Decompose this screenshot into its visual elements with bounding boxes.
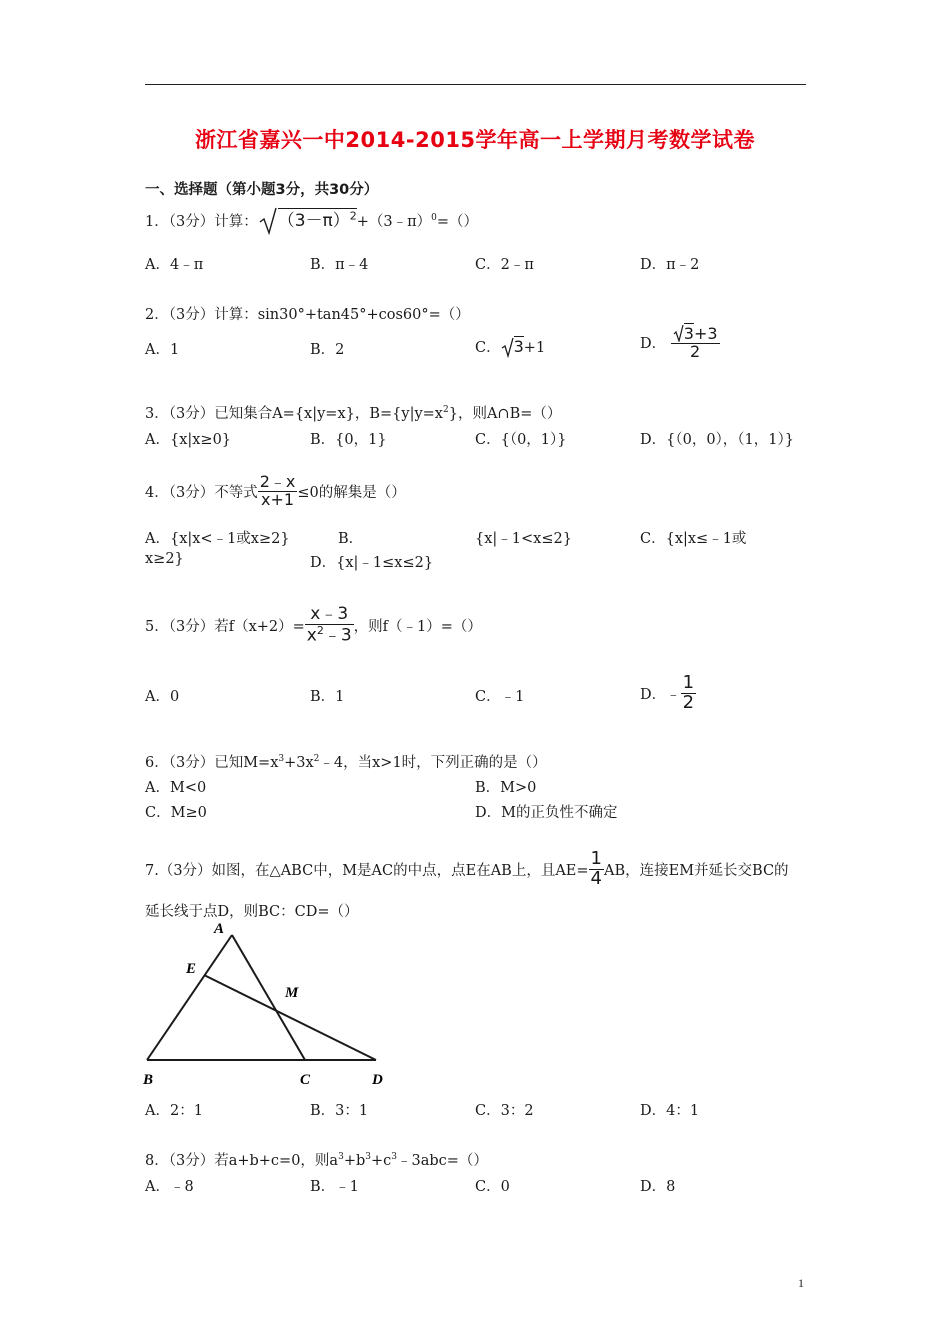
q2-d-num-tail: +3 <box>693 324 718 343</box>
q4-option-a: A．{x|x<﹣1或x≥2} <box>145 531 290 547</box>
q8-option-a: A．﹣8 <box>145 1179 194 1195</box>
q1-option-d: D．π﹣2 <box>640 257 700 273</box>
q5-option-d-label: D．﹣ <box>640 686 681 703</box>
q4-option-c-continued: x≥2} <box>145 551 184 567</box>
q5-prefix: 5．（3分）若f（x+2）= <box>145 619 305 636</box>
q4-numerator: 2﹣x <box>259 472 296 491</box>
q2-option-d-numerator <box>671 324 720 344</box>
q1-option-b: B．π﹣4 <box>310 257 369 273</box>
q3-text-b: }，则A∩B=（） <box>448 406 562 422</box>
label-d: D <box>372 1072 383 1088</box>
q7-option-b: B．3：1 <box>310 1103 369 1119</box>
q2-option-a: A．1 <box>145 342 180 358</box>
q1-prefix: 1．（3分）计算： <box>145 214 258 230</box>
q8-option-d: D．8 <box>640 1179 676 1195</box>
q4-suffix: ≤0的解集是（） <box>297 484 406 501</box>
q2-option-d-denominator: 2 <box>690 341 701 361</box>
q8-exp1: 3 <box>338 1152 344 1163</box>
q3-option-b: B．{0，1} <box>310 432 387 448</box>
page-number: 1 <box>798 1276 804 1290</box>
q1-end: =（） <box>436 214 479 230</box>
q6-option-d: D．M的正负性不确定 <box>475 805 618 821</box>
q5-option-d <box>640 674 696 713</box>
q4-denominator: x+1 <box>261 489 295 509</box>
q7-option-d: D．4：1 <box>640 1103 700 1119</box>
q1-option-c: C．2﹣π <box>475 257 534 273</box>
q2-option-c-label: C． <box>475 340 501 356</box>
q7-text-a: 7.（3分）如图，在△ABC中，M是AC的中点，点E在AB上，且AE= <box>145 862 589 879</box>
q5-den-b: ﹣3 <box>323 625 352 646</box>
q4-fraction <box>258 474 298 509</box>
q2-option-c <box>475 336 545 358</box>
q8-text-b: +b <box>343 1153 366 1169</box>
page-title: 浙江省嘉兴一中2014-2015学年高一上学期月考数学试卷 <box>194 128 756 152</box>
q2-option-d-fraction <box>671 324 720 361</box>
header-rule <box>145 84 806 85</box>
q2-option-b: B．2 <box>310 342 345 358</box>
q4-option-b-label: B． <box>338 531 364 547</box>
q5-den-a: x <box>306 625 317 646</box>
q5-d-numerator: 1 <box>682 672 695 693</box>
q4-option-b-value: {x|﹣1<x≤2} <box>475 531 572 547</box>
sqrt-sign-icon <box>501 336 514 358</box>
q5-d-denominator: 2 <box>682 691 695 713</box>
q5-option-d-fraction <box>681 674 696 713</box>
q2-option-d <box>640 324 720 361</box>
q1-suffix: +（3﹣π） <box>356 214 432 230</box>
q6-option-b: B．M>0 <box>475 780 537 796</box>
q1-option-a: A．4﹣π <box>145 257 204 273</box>
q5-suffix: ，则f（﹣1）=（） <box>353 619 482 636</box>
q7-numerator: 1 <box>590 848 602 869</box>
q7-denominator: 4 <box>590 867 602 889</box>
q8-exp3: 3 <box>391 1152 397 1163</box>
q5-den-exp: 2 <box>316 623 324 637</box>
question-8 <box>145 1149 488 1170</box>
sqrt-sign-icon <box>258 206 278 236</box>
q2-option-c-tail: +1 <box>523 340 546 356</box>
q7-text-b: AB，连接EM并延长交BC的 <box>603 862 789 879</box>
q6-option-a: A．M<0 <box>145 780 207 796</box>
line-ba <box>147 935 232 1060</box>
q6-text-a: 6．（3分）已知M=x <box>145 755 279 771</box>
q4-option-d: D．{x|﹣1≤x≤2} <box>310 555 434 571</box>
question-3 <box>145 402 561 423</box>
q7-option-c: C．3：2 <box>475 1103 534 1119</box>
q5-numerator: x﹣3 <box>305 606 354 625</box>
q3-option-d: D．{（0，0），（1，1）} <box>640 432 794 448</box>
q2-option-c-radicand: 3 <box>513 337 524 356</box>
q5-option-b: B．1 <box>310 689 345 705</box>
q1-radicand-text: （3－π） <box>277 211 350 231</box>
q8-exp2: 3 <box>365 1152 371 1163</box>
question-5 <box>145 606 482 645</box>
q1-radicand-exp: 2 <box>349 209 357 223</box>
q1-radicand <box>278 208 357 231</box>
q8-text-d: ﹣3abc=（） <box>397 1153 488 1169</box>
q8-text-a: 8．（3分）若a+b+c=0，则a <box>145 1153 339 1169</box>
q6-text-c: ﹣4，当x>1时，下列正确的是（） <box>319 755 547 771</box>
sqrt-sign-icon <box>673 324 684 342</box>
q6-option-c: C．M≥0 <box>145 805 207 821</box>
q7-fraction <box>589 850 604 889</box>
q8-text-c: +c <box>370 1153 392 1169</box>
q2-option-d-label: D． <box>640 335 667 352</box>
question-1 <box>145 206 478 236</box>
q5-denominator <box>305 625 354 646</box>
q6-exp2: 2 <box>313 754 320 765</box>
question-2: 2．（3分）计算：sin30°+tan45°+cos60°=（） <box>145 307 470 323</box>
triangle-figure <box>138 918 398 1090</box>
q1-suffix-exp: 0 <box>431 213 437 224</box>
q8-option-c: C．0 <box>475 1179 510 1195</box>
label-c: C <box>300 1072 311 1088</box>
question-7-line2: 延长线于点D，则BC：CD=（） <box>145 904 359 920</box>
q7-option-a: A．2：1 <box>145 1103 203 1119</box>
q3-option-a: A．{x|x≥0} <box>145 432 232 448</box>
q4-option-c: C．{x|x≤﹣1或 <box>640 531 747 547</box>
label-m: M <box>285 985 299 1001</box>
q2-d-radicand: 3 <box>683 324 694 343</box>
label-b: B <box>143 1072 154 1088</box>
label-a: A <box>214 921 225 937</box>
q3-exp: 2 <box>442 405 449 416</box>
label-e: E <box>186 961 197 977</box>
q3-option-c: C．{（0，1）} <box>475 432 567 448</box>
q5-option-c: C．﹣1 <box>475 689 525 705</box>
q4-prefix: 4．（3分）不等式 <box>145 484 258 501</box>
q6-text-b: +3x <box>284 755 314 771</box>
q5-fraction <box>305 606 354 645</box>
question-6 <box>145 751 547 772</box>
q1-sqrt <box>258 206 357 236</box>
q5-option-a: A．0 <box>145 689 180 705</box>
q8-option-b: B．﹣1 <box>310 1179 359 1195</box>
q3-text-a: 3．（3分）已知集合A={x|y=x}，B={y|y=x <box>145 406 443 422</box>
question-7-line1 <box>145 850 789 889</box>
section-heading: 一、选择题（第小题3分，共30分） <box>145 182 379 198</box>
q6-exp1: 3 <box>278 754 285 765</box>
question-4 <box>145 474 406 509</box>
